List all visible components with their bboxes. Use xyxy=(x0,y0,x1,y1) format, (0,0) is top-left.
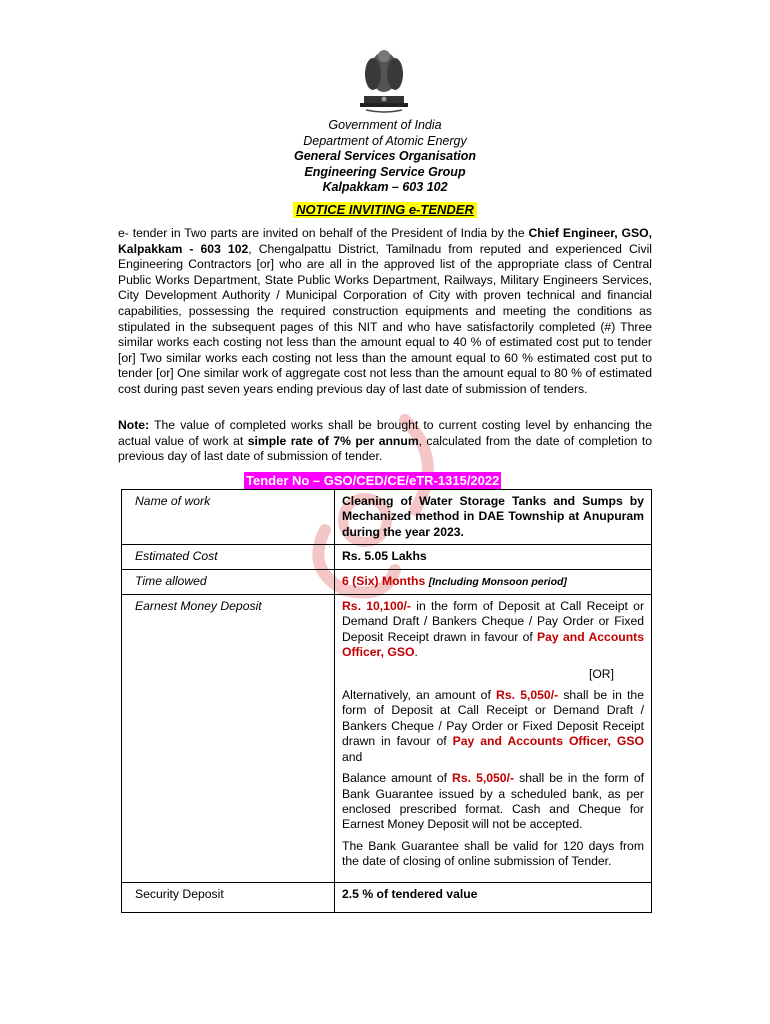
time-allowed-cell xyxy=(335,569,652,594)
note-paragraph xyxy=(118,418,652,465)
emd-end-1: . xyxy=(414,645,418,660)
note-text-1: The value of completed works shall be brought to current costing level by enhancing the actual value of work at xyxy=(118,418,652,448)
header-location: Kalpakkam – 603 102 xyxy=(322,180,448,194)
table-row xyxy=(122,595,652,883)
table-row xyxy=(122,545,652,569)
letterhead xyxy=(0,118,770,196)
emd-text-3a: Balance amount of xyxy=(342,771,453,786)
table-row xyxy=(122,882,652,912)
emd-paragraph-3 xyxy=(342,771,644,833)
emd-payee-1: Pay and Accounts Officer, GSO xyxy=(342,629,644,660)
emd-text-1: in the form of Deposit at Call Receipt or Demand Draft / Bankers Cheque / Pay Order or Fixed Deposit Receipt drawn in favour of xyxy=(342,599,644,644)
tender-details-table xyxy=(121,489,652,913)
security-deposit-value: 2.5 % of tendered value xyxy=(335,882,652,912)
notice-title-text: NOTICE INVITING e-TENDER xyxy=(293,202,477,218)
time-allowed-value: 6 (Six) Months xyxy=(342,573,426,588)
emd-end-2: and xyxy=(342,749,363,764)
header-department: Department of Atomic Energy xyxy=(303,133,467,148)
estimated-cost-value: Rs. 5.05 Lakhs xyxy=(335,545,652,569)
emd-label: Earnest Money Deposit xyxy=(122,595,335,883)
header-organisation: General Services Organisation xyxy=(293,149,477,163)
header-group: Engineering Service Group xyxy=(304,164,466,179)
name-of-work-value: Cleaning of Water Storage Tanks and Sumps by Mechanized method in DAE Township at Anupuram during the year 2023. xyxy=(335,490,652,545)
note-rate: simple rate of 7% per annum xyxy=(247,433,419,448)
note-text-2: , calculated from the date of completion to previous day of last date of submission of tender. xyxy=(118,433,652,464)
intro-text-2: , Chengalpattu District, Tamilnadu from reputed and experienced Civil Engineering Contractors [or] who are all in the approved list of the appropriate class of Central Public Works Department, State Public Works Department, Railways, Military Engineers Services, City Development Authority / Municipal Corporation of City with proven technical and financial capabilities, possessing the required construction equipments and meeting the conditions as stipulated in the subsequent pages of this NIT and who have satisfactorily completed (#) Three similar works each costing not less than the amount equal to 40 % of estimated cost put to tender [or] Two similar works each costing not less than the amount equal to 60 % estimated cost put to tender [or] One similar work of aggregate cost not less than the amount equal to 80 % of estimated cost during past seven years ending previous day of last date of submission of tenders. xyxy=(118,241,652,396)
table-row xyxy=(122,569,652,594)
emd-amount-half: Rs. 5,050/- xyxy=(496,688,559,703)
note-label: Note: xyxy=(118,418,150,432)
security-deposit-label: Security Deposit xyxy=(122,882,335,912)
estimated-cost-label: Estimated Cost xyxy=(122,545,335,569)
intro-authority: Chief Engineer, GSO, Kalpakkam - 603 102 xyxy=(118,226,653,256)
table-row xyxy=(122,490,652,545)
intro-text-1: e- tender in Two parts are invited on behalf of the President of India by the xyxy=(118,226,529,240)
emd-or: [OR] xyxy=(588,666,614,681)
emd-text-3b: shall be in the form of Bank Guarantee issued by a scheduled bank, as per enclosed prescribed format. Cash and Cheque for Earnest Money Deposit will not be accepted. xyxy=(342,771,644,832)
emd-paragraph-4: The Bank Guarantee shall be valid for 120 days from the date of closing of online submission of Tender. xyxy=(342,838,644,869)
emd-text-2b: shall be in the form of Deposit at Call Receipt or Demand Draft / Bankers Cheque / Pay Order or Fixed Deposit Receipt drawn in favour of xyxy=(342,688,644,749)
tender-number: Tender No – GSO/CED/CE/eTR-1315/2022 xyxy=(246,473,500,488)
time-allowed-note: [Including Monsoon period] xyxy=(428,575,567,588)
intro-paragraph xyxy=(118,226,652,398)
header-government: Government of India xyxy=(328,118,442,132)
emd-amount-balance: Rs. 5,050/- xyxy=(452,771,515,786)
time-allowed-label: Time allowed xyxy=(122,569,335,594)
emd-amount-full: Rs. 10,100/- xyxy=(342,599,411,614)
emd-cell xyxy=(335,595,652,883)
emblem-of-india-icon xyxy=(356,44,412,114)
notice-title xyxy=(0,201,770,219)
emd-text-2a: Alternatively, an amount of xyxy=(342,688,497,703)
emd-paragraph-1 xyxy=(342,599,644,661)
emd-payee-2: Pay and Accounts Officer, GSO xyxy=(452,734,645,749)
emd-paragraph-2 xyxy=(342,688,644,765)
name-of-work-label: Name of work xyxy=(122,490,335,545)
